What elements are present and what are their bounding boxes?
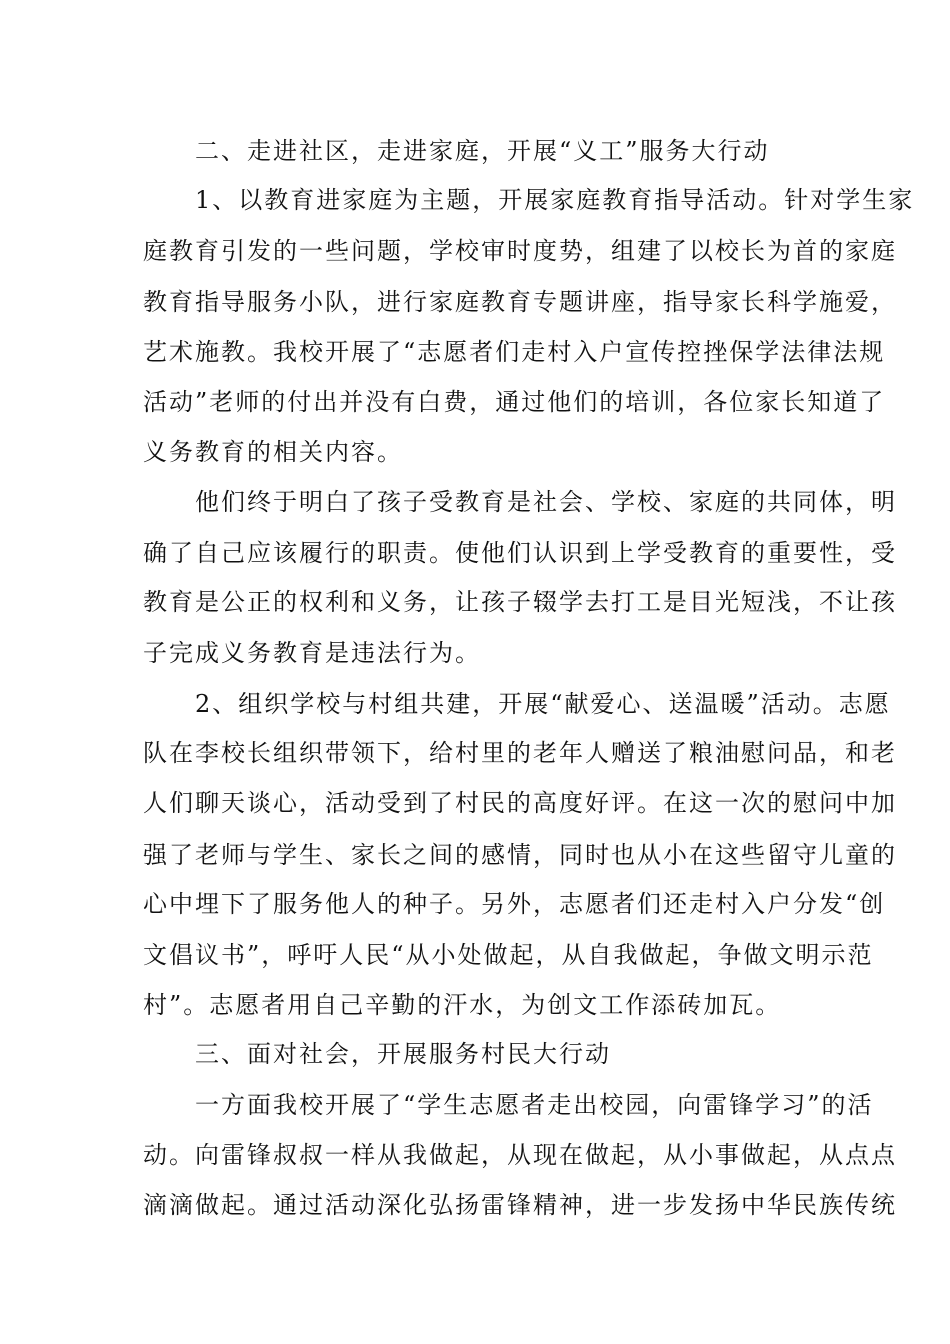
heading-section-two: 二、走进社区，走进家庭，开展“义工”服务大行动 (143, 137, 770, 165)
text-line: 1、以教育进家庭为主题，开展家庭教育指导活动。针对学生家 (143, 186, 915, 214)
text-line: 动。向雷锋叔叔一样从我做起，从现在做起，从小事做起，从点点 (143, 1141, 897, 1169)
text-line: 队在李校长组织带领下，给村里的老年人赠送了粮油慰问品，和老 (143, 739, 897, 767)
text-line: 他们终于明白了孩子受教育是社会、学校、家庭的共同体，明 (143, 488, 897, 516)
heading-section-three: 三、面对社会，开展服务村民大行动 (143, 1040, 611, 1068)
text-line: 心中埋下了服务他人的种子。另外，志愿者们还走村入户分发“创 (143, 890, 886, 918)
text-line: 艺术施教。我校开展了“志愿者们走村入户宣传控挫保学法律法规 (143, 338, 886, 366)
text-line: 人们聊天谈心，活动受到了村民的高度好评。在这一次的慰问中加 (143, 789, 897, 817)
text-line: 活动”老师的付出并没有白费，通过他们的培训，各位家长知道了 (143, 388, 886, 416)
text-line: 一方面我校开展了“学生志愿者走出校园，向雷锋学习”的活 (143, 1091, 874, 1119)
text-line: 滴滴做起。通过活动深化弘扬雷锋精神，进一步发扬中华民族传统 (143, 1191, 897, 1219)
text-line: 村”。志愿者用自己辛勤的汗水，为创文工作添砖加瓦。 (143, 991, 782, 1019)
text-line: 子完成义务教育是违法行为。 (143, 639, 481, 667)
text-line: 强了老师与学生、家长之间的感情，同时也从小在这些留守儿童的 (143, 841, 897, 869)
text-line: 教育是公正的权利和义务，让孩子辍学去打工是目光短浅，不让孩 (143, 588, 897, 616)
text-line: 义务教育的相关内容。 (143, 438, 403, 466)
text-line: 教育指导服务小队，进行家庭教育专题讲座，指导家长科学施爱， (143, 288, 897, 316)
text-line: 2、组织学校与村组共建，开展“献爱心、送温暖”活动。志愿 (143, 690, 891, 718)
text-line: 文倡议书”，呼吁人民“从小处做起，从自我做起，争做文明示范 (143, 941, 874, 969)
text-line: 确了自己应该履行的职责。使他们认识到上学受教育的重要性，受 (143, 539, 897, 567)
text-line: 庭教育引发的一些问题，学校审时度势，组建了以校长为首的家庭 (143, 237, 897, 265)
